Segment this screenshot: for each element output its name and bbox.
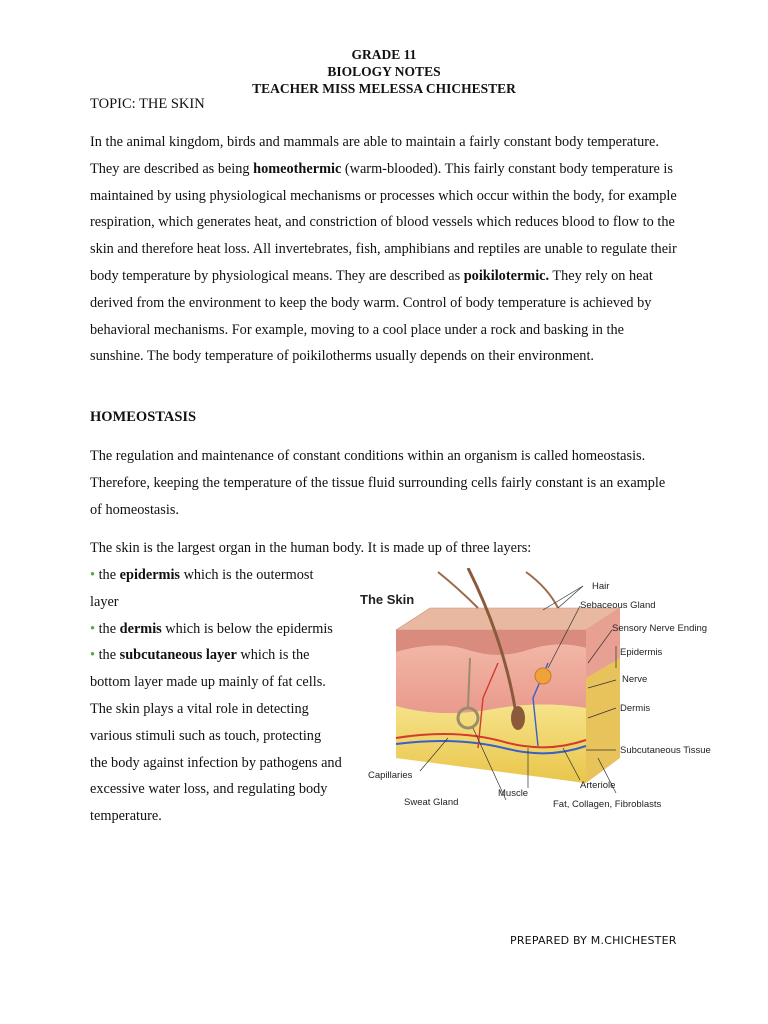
bullet-marker: • [90, 647, 96, 664]
bullet-marker: • [90, 567, 96, 583]
list-item [90, 642, 342, 696]
label-sebaceous-gland: Sebaceous Gland [580, 600, 656, 611]
label-capillaries: Capillaries [368, 770, 413, 781]
intro-paragraph [90, 129, 680, 370]
label-fat-collagen-fibroblasts: Fat, Collagen, Fibroblasts [553, 799, 662, 810]
header-grade: GRADE 11 [351, 47, 417, 62]
label-muscle: Muscle [498, 788, 529, 799]
label-hair: Hair [592, 581, 610, 592]
footer-prepared-by: PREPARED BY M.CHICHESTER [510, 934, 677, 947]
term-homeothermic: homeothermic [253, 160, 342, 177]
list-item-text: which is below the epidermis [161, 620, 333, 637]
intro-text-2: (warm-blooded). This fairly constant body temperature is maintained by using physiological mechanisms or processes which occur within the body, for example respiration, which generates heat, and constriction of blood vessels which reduces blood to flow to the skin and therefore heat loss. All invertebrates, fish, amphibians and reptiles are unable to regulate their body temperature by physiological means. They are described as [90, 160, 677, 284]
header-teacher: TEACHER MISS MELESSA CHICHESTER [252, 81, 516, 96]
list-item-text: the [95, 567, 120, 583]
label-subcutaneous-tissue: Subcutaneous Tissue [620, 745, 711, 756]
skin-diagram [358, 568, 738, 818]
list-item-text: the [95, 620, 120, 637]
list-item [90, 616, 342, 643]
subcutaneous-layer [396, 704, 586, 783]
term-subcutaneous-layer: subcutaneous layer [119, 647, 237, 664]
skin-role-paragraph: The skin plays a vital role in detecting various stimuli such as touch, protecting the body against infection by pathogens and excessive water loss, and regulating body temperature. [90, 700, 342, 825]
label-epidermis: Epidermis [620, 647, 663, 658]
skin-layers-column [90, 562, 342, 830]
list-item-text: the [95, 647, 120, 664]
label-sweat-gland: Sweat Gland [404, 797, 459, 808]
list-item-text: which is the outermost layer [90, 567, 314, 610]
label-dermis: Dermis [620, 703, 651, 714]
term-epidermis: epidermis [119, 567, 180, 583]
homeostasis-paragraph: The regulation and maintenance of constant conditions within an organism is called homeostasis. Therefore, keeping the temperature of the tissue fluid surrounding cells fairly constant is an example of homeostasis. [90, 448, 666, 518]
term-poikilotermic: poikilotermic. [463, 267, 550, 284]
header-subject: BIOLOGY NOTES [327, 64, 441, 79]
list-item-text: which is the bottom layer made up mainly of fat cells. [90, 647, 326, 691]
figure-title: The Skin [360, 592, 415, 607]
label-sensory-nerve-ending: Sensory Nerve Ending [612, 623, 708, 634]
intro-text-1: In the animal kingdom, birds and mammals are able to maintain a fairly constant body temperature. They are described as being [90, 134, 659, 177]
section-heading-homeostasis: HOMEOSTASIS [90, 409, 197, 425]
intro-text-3: They rely on heat derived from the environment to keep the body warm. Control of body temperature is achieved by behavioral mechanisms. For example, moving to a cool place under a rock and basking in the sunshine. The body temperature of poikilotherms usually depends on their environment. [90, 267, 653, 365]
label-arteriole: Arteriole [580, 780, 616, 791]
list-item [90, 562, 342, 616]
skin-intro-paragraph: The skin is the largest organ in the human body. It is made up of three layers: [90, 540, 532, 556]
bullet-marker: • [90, 620, 96, 637]
label-nerve: Nerve [622, 674, 648, 685]
topic-line: TOPIC: THE SKIN [90, 96, 205, 112]
term-dermis: dermis [119, 620, 162, 637]
document-header [90, 46, 678, 97]
